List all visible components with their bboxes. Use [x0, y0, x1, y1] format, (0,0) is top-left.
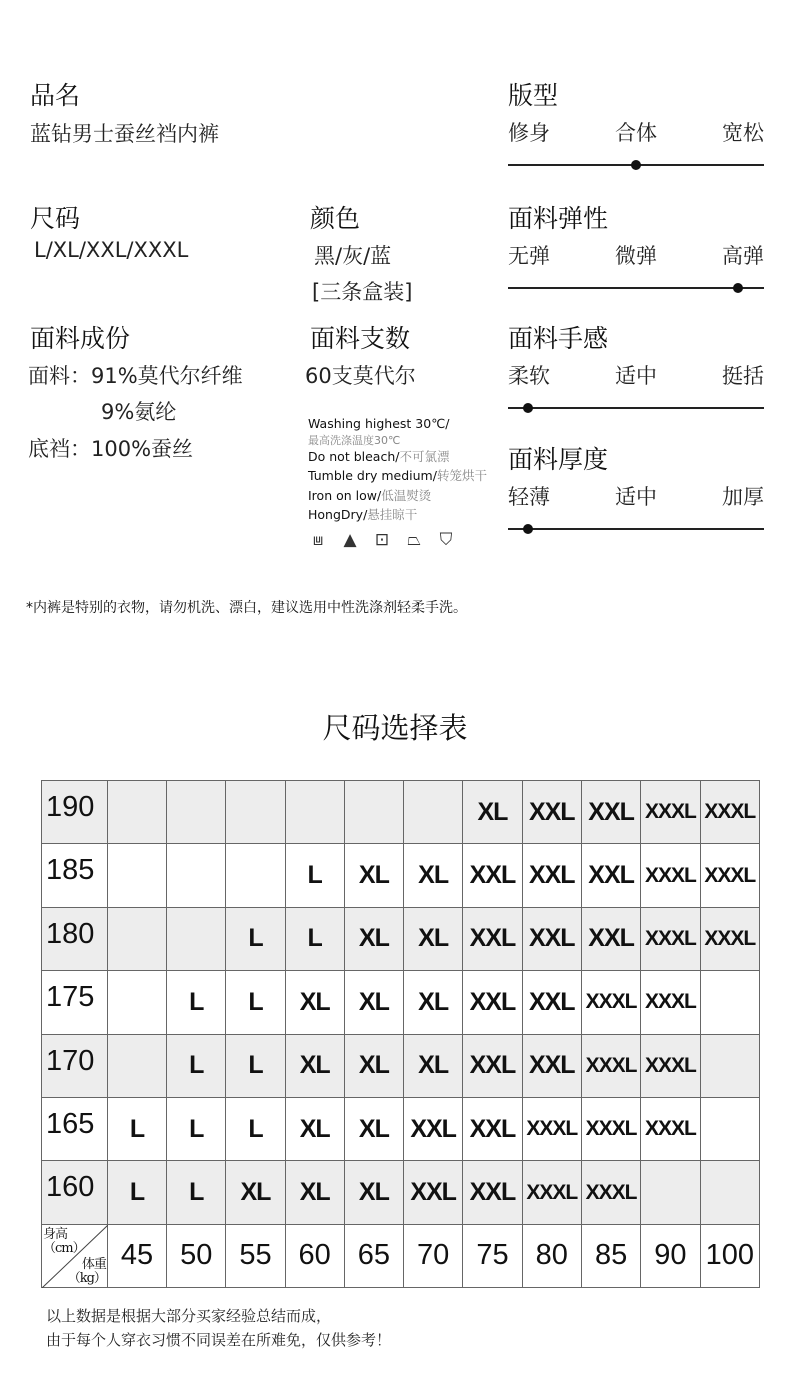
height-cell: 185	[42, 844, 108, 907]
washing-en: HongDry/	[308, 507, 368, 522]
scale-label: 版型	[508, 81, 559, 110]
size-cell	[226, 781, 285, 844]
size-cell: XXXL	[641, 1097, 700, 1160]
scale-indicator	[508, 117, 764, 166]
size-cell	[641, 1161, 700, 1224]
washing-line	[308, 505, 487, 525]
washing-cn: 最高洗涤温度30℃	[308, 433, 401, 447]
size-cell: XXL	[463, 1034, 522, 1097]
size-cell: XL	[344, 1034, 403, 1097]
table-row	[42, 1097, 760, 1160]
size-cell: L	[167, 1161, 226, 1224]
weight-cell: 50	[167, 1224, 226, 1287]
size-cell	[700, 971, 759, 1034]
size-cell: XXL	[463, 971, 522, 1034]
size-cell: XL	[285, 1034, 344, 1097]
size-chart-table	[41, 780, 760, 1288]
table-row	[42, 844, 760, 907]
size-cell: XL	[344, 844, 403, 907]
composition-label: 面料成份	[30, 324, 131, 353]
size-cell: XXXL	[522, 1161, 581, 1224]
size-cell	[700, 1034, 759, 1097]
size-cell	[404, 781, 463, 844]
size-cell: L	[226, 1034, 285, 1097]
corner-height-label: 身高	[43, 1226, 68, 1242]
washing-en: Washing highest 30℃/	[308, 416, 450, 431]
washing-line	[308, 434, 487, 447]
scale-option: 轻薄	[508, 485, 550, 509]
size-cell: XL	[285, 1161, 344, 1224]
size-cell: XXL	[463, 844, 522, 907]
weight-row	[42, 1224, 760, 1287]
hang-dry-icon: ⛉	[439, 529, 453, 550]
scale-indicator	[508, 481, 764, 530]
composition-line2: 9%氨纶	[101, 400, 177, 424]
corner-weight-label: 体重	[81, 1256, 106, 1272]
table-row	[42, 907, 760, 970]
size-cell: XXL	[404, 1161, 463, 1224]
washing-line	[308, 414, 487, 434]
height-cell: 165	[42, 1097, 108, 1160]
washing-cn: 悬挂晾干	[367, 507, 418, 522]
size-cell: L	[167, 971, 226, 1034]
footer-note	[46, 1304, 391, 1352]
scale-option: 合体	[615, 121, 657, 145]
weight-cell: 45	[107, 1224, 166, 1287]
color-pack: [三条盒装]	[312, 280, 413, 304]
size-cell: XXL	[463, 1161, 522, 1224]
scale-option: 修身	[508, 121, 550, 145]
scale-option: 微弹	[615, 244, 657, 268]
size-cell: XL	[285, 971, 344, 1034]
weight-cell: 90	[641, 1224, 700, 1287]
size-cell: XXL	[581, 844, 640, 907]
size-cell	[107, 1034, 166, 1097]
scale-label: 面料弹性	[508, 204, 609, 233]
composition-line1: 面料：91%莫代尔纤维	[28, 364, 243, 388]
weight-cell: 85	[581, 1224, 640, 1287]
size-cell: XXXL	[641, 1034, 700, 1097]
table-row	[42, 1161, 760, 1224]
scale-marker	[523, 524, 533, 534]
size-cell: XXL	[581, 781, 640, 844]
scale-label: 面料厚度	[508, 445, 609, 474]
count-label: 面料支数	[310, 324, 411, 353]
washing-line	[308, 447, 487, 467]
size-cell: XL	[404, 907, 463, 970]
corner-cell	[42, 1224, 108, 1287]
size-cell: XXXL	[700, 844, 759, 907]
size-cell: XXL	[522, 971, 581, 1034]
size-cell: L	[226, 1097, 285, 1160]
size-label: 尺码	[30, 204, 81, 233]
scale-indicator	[508, 360, 764, 409]
corner-weight-unit: （kg）	[67, 1270, 106, 1286]
chart-title: 尺码选择表	[322, 711, 468, 745]
scale-line	[508, 407, 764, 409]
size-cell	[167, 907, 226, 970]
size-cell: XL	[463, 781, 522, 844]
size-cell: XXXL	[641, 781, 700, 844]
size-cell: XL	[344, 971, 403, 1034]
size-cell: XXXL	[700, 781, 759, 844]
size-cell: XXL	[522, 1034, 581, 1097]
composition-line3: 底裆：100%蚕丝	[28, 437, 194, 461]
size-cell: XL	[344, 1097, 403, 1160]
product-name-value: 蓝钻男士蚕丝裆内裤	[30, 122, 219, 146]
size-cell: XXXL	[700, 907, 759, 970]
size-cell: XXXL	[641, 844, 700, 907]
size-cell: XL	[344, 1161, 403, 1224]
washing-cn: 转笼烘干	[436, 468, 487, 483]
washing-cn: 不可氯漂	[399, 448, 450, 464]
scale-marker	[523, 403, 533, 413]
scale-marker	[733, 283, 743, 293]
iron-low-icon: ⏢	[407, 529, 421, 550]
weight-cell: 55	[226, 1224, 285, 1287]
table-row	[42, 781, 760, 844]
size-cell: L	[285, 907, 344, 970]
size-cell	[107, 844, 166, 907]
weight-cell: 65	[344, 1224, 403, 1287]
color-value: 黑/灰/蓝	[314, 244, 392, 268]
scale-line	[508, 287, 764, 289]
height-cell: 190	[42, 781, 108, 844]
size-cell: XXL	[522, 781, 581, 844]
scale-option: 高弹	[722, 244, 764, 268]
size-cell: XXXL	[641, 907, 700, 970]
size-cell	[107, 971, 166, 1034]
size-cell: XL	[344, 907, 403, 970]
wash-icons	[308, 531, 487, 551]
size-cell: XXXL	[581, 1034, 640, 1097]
size-cell	[167, 844, 226, 907]
weight-cell: 70	[404, 1224, 463, 1287]
table-row	[42, 971, 760, 1034]
height-cell: 175	[42, 971, 108, 1034]
scale-indicator	[508, 240, 764, 289]
washing-en: Iron on low/	[308, 487, 382, 503]
size-cell	[167, 781, 226, 844]
wash-30-icon: ⩏	[313, 529, 323, 550]
scale-option: 适中	[615, 485, 657, 509]
height-cell: 160	[42, 1161, 108, 1224]
size-cell	[107, 907, 166, 970]
size-cell	[285, 781, 344, 844]
size-cell: XXL	[404, 1097, 463, 1160]
weight-cell: 100	[700, 1224, 759, 1287]
footer-line2: 由于每个人穿衣习惯不同误差在所难免，仅供参考！	[46, 1331, 392, 1349]
size-cell: L	[226, 971, 285, 1034]
size-cell	[107, 781, 166, 844]
scale-line	[508, 164, 764, 166]
size-cell	[344, 781, 403, 844]
size-cell: L	[285, 844, 344, 907]
size-cell	[700, 1161, 759, 1224]
washing-en: Tumble dry medium/	[308, 468, 437, 483]
size-cell: L	[107, 1097, 166, 1160]
washing-en: Do not bleach/	[308, 448, 400, 464]
washing-instructions	[308, 414, 487, 550]
size-cell: XXXL	[522, 1097, 581, 1160]
size-cell: L	[226, 907, 285, 970]
count-value: 60支莫代尔	[305, 364, 416, 388]
washing-line	[308, 486, 487, 506]
scale-marker	[631, 160, 641, 170]
size-cell	[700, 1097, 759, 1160]
size-cell: XXXL	[581, 971, 640, 1034]
size-cell: XL	[404, 844, 463, 907]
size-cell: XL	[404, 971, 463, 1034]
size-cell	[226, 844, 285, 907]
scale-option: 加厚	[722, 485, 764, 509]
scale-option: 挺括	[722, 364, 764, 388]
size-cell: XXL	[463, 1097, 522, 1160]
size-cell: L	[107, 1161, 166, 1224]
footer-line1: 以上数据是根据大部分买家经验总结而成，	[46, 1307, 332, 1325]
washing-line	[308, 466, 487, 486]
table-row	[42, 1034, 760, 1097]
size-cell: XXL	[522, 907, 581, 970]
corner-weight	[68, 1258, 106, 1286]
size-cell: XXXL	[581, 1097, 640, 1160]
no-bleach-icon: ▲	[343, 529, 357, 550]
tumble-dry-icon: ⊡	[374, 529, 390, 550]
size-cell: XL	[285, 1097, 344, 1160]
size-cell: XXL	[581, 907, 640, 970]
size-cell: XL	[226, 1161, 285, 1224]
size-cell: XL	[404, 1034, 463, 1097]
scale-option: 宽松	[722, 121, 764, 145]
care-note: *内裤是特别的衣物，请勿机洗、漂白，建议选用中性洗涤剂轻柔手洗。	[26, 600, 467, 616]
scale-option: 无弹	[508, 244, 550, 268]
color-label: 颜色	[310, 204, 361, 233]
weight-cell: 80	[522, 1224, 581, 1287]
scale-line	[508, 528, 764, 530]
corner-height	[43, 1228, 85, 1256]
corner-height-unit: （cm）	[43, 1240, 85, 1256]
scale-option: 适中	[615, 364, 657, 388]
size-value: L/XL/XXL/XXXL	[34, 238, 189, 262]
size-cell: XXXL	[641, 971, 700, 1034]
size-cell: L	[167, 1034, 226, 1097]
size-cell: XXL	[463, 907, 522, 970]
height-cell: 170	[42, 1034, 108, 1097]
size-cell: XXL	[522, 844, 581, 907]
weight-cell: 60	[285, 1224, 344, 1287]
washing-cn: 低温熨烫	[381, 487, 432, 503]
scale-label: 面料手感	[508, 324, 609, 353]
height-cell: 180	[42, 907, 108, 970]
weight-cell: 75	[463, 1224, 522, 1287]
product-name-label: 品名	[30, 81, 81, 110]
size-cell: L	[167, 1097, 226, 1160]
scale-option: 柔软	[508, 364, 550, 388]
size-cell: XXXL	[581, 1161, 640, 1224]
